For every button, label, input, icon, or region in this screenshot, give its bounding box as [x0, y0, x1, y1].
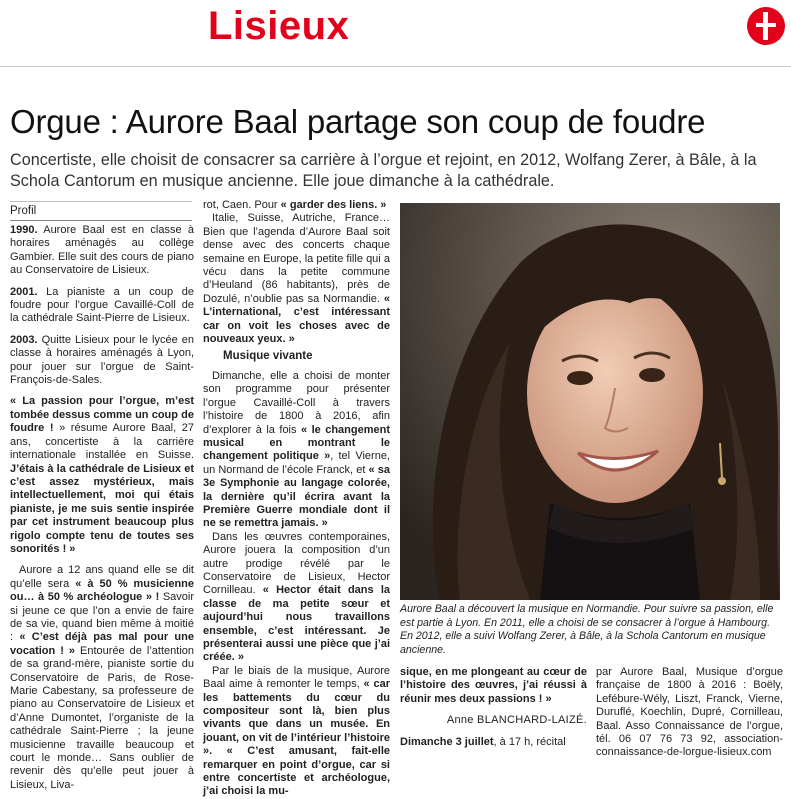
profil-text: La pianiste a un coup de foudre pour l’orgue Cavaillé-Coll de la cathédrale Saint-Pierre de Lisieux.	[10, 285, 194, 325]
quote: « C’est amusant, fait-elle remarquer en point d’orgue, car si entre concertiste et archéologue, j’ai choisi la mu-	[203, 745, 390, 798]
body-text: Dans les œuvres contemporaines, Aurore jouera la composition d’un autre prodige révélé par le Conservatoire de Lisieux, Hector Cornilleau.	[203, 530, 390, 597]
quote: « le changement musical en montrant le changement politique »	[203, 423, 391, 463]
body-text: , tel Vierne, un Normand de l’école Franck, et	[203, 450, 390, 476]
header-divider	[0, 66, 791, 67]
body-text: Aurore a 12 ans quand elle se dit qu’elle sera	[10, 564, 194, 590]
body-text: rot, Caen. Pour	[203, 199, 281, 211]
quote: sique, en me plongeant au cœur de l’histoire des œuvres, j’ai réussi à réunir mes deux passions ! »	[400, 666, 587, 705]
event-info	[400, 736, 587, 749]
body-paragraph	[10, 564, 194, 792]
body-text: Italie, Suisse, Autriche, France… Bien que l’agenda d’Aurore Baal soit dense avec des concerts chaque semaine en Europe, la petite fille qui a vécu dans la petite commune d’Heuland (86 habitants), près de Dozulé, n’oublie pas sa Normandie.	[203, 212, 390, 305]
body-paragraph	[10, 395, 194, 556]
profil-year: 2001.	[10, 285, 38, 298]
body-paragraph	[203, 531, 390, 665]
article-column-4	[596, 666, 783, 760]
profil-text: Aurore Baal est en classe à horaires aménagés au collège Gambier. Elle suit des cours de piano au Conservatoire de Lisieux.	[10, 224, 194, 277]
body-text: Dimanche, elle a choisi de monter son programme pour présenter l’orgue Cavaillé-Coll à travers l’histoire de 1800 à 2016, afin d’explorer à la fois	[203, 369, 390, 436]
quote: « garder des liens. »	[280, 199, 387, 211]
profil-year: 1990.	[10, 224, 38, 236]
section-title: Lisieux	[208, 4, 350, 48]
article-column-1	[10, 224, 194, 792]
quote: « à 50 % musicienne ou… à 50 % archéologue » !	[10, 577, 194, 604]
quote: « C’est déjà pas mal pour une vocation ! »	[10, 631, 194, 657]
portrait-illustration	[400, 203, 780, 600]
profil-year: 2003.	[10, 333, 38, 346]
quote: « Hector était dans la classe de ma petite sœur et aujourd’hui nous travaillons ensemble, c’est intéressant. Je présenterai aussi une pièce que j’ai créée. »	[203, 584, 390, 664]
quote: « car les battements du cœur du compositeur sont là, bien plus vivants que dans un musée. En jouant, on vit de l’intérieur l’histoire ».	[203, 678, 390, 758]
body-paragraph	[400, 666, 587, 706]
photo-caption: Aurore Baal a découvert la musique en Normandie. Pour suivre sa passion, elle est partie à Lyon. En 2011, elle a choisi de se consacrer à l’orgue à Hambourg. En 2012, elle a suivi Wolfang Zerer, à Bâle, à la Schola Cantorum en musique ancienne.	[400, 603, 774, 656]
event-details: par Aurore Baal, Musique d’orgue française de 1800 à 2016 : Boëly, Lefébure-Wély, Liszt, Franck, Vierne, Duruflé, Koechlin, Dupré, Cornilleau, Baal. Asso Connaissance de l’orgue, tél. 06 07 76 73 92, association-connaissance-de-lorgue-lisieux.com	[596, 666, 783, 759]
profil-text: Quitte Lisieux pour le lycée en classe à horaires aménagés à Lyon, pour jouer sur l’orgue de Saint-François-de-Sales.	[10, 333, 194, 387]
profil-label: Profil	[10, 205, 37, 217]
quote: « L’international, c’est intéressant car on voit les choses avec de nouveaux yeux. »	[203, 292, 390, 346]
article-column-2	[203, 199, 390, 799]
quote: « sa 3e Symphonie au langage colorée, la dernière qu’il écrira avant la Première Guerre mondiale dont il ne se remettra jamais. »	[203, 463, 390, 530]
body-paragraph	[203, 199, 390, 212]
body-text: Savoir si jeune ce que l’on a envie de faire de sa vie, quand bien même à moitié :	[10, 591, 194, 644]
section-header	[0, 0, 791, 66]
profil-item	[10, 286, 194, 326]
body-text: » résume Aurore Baal, 27 ans, concertiste à la carrière internationale installée en Suisse.	[10, 422, 194, 462]
subheading: Musique vivante	[223, 350, 313, 363]
profil-item	[10, 334, 194, 388]
profil-item	[10, 224, 194, 278]
body-text: , à 17 h, récital	[493, 735, 566, 748]
body-paragraph	[203, 212, 390, 346]
profil-divider	[10, 220, 192, 221]
body-text: Par le biais de la musique, Aurore Baal aime à remonter le temps,	[203, 664, 390, 691]
event-date: Dimanche 3 juillet	[400, 735, 494, 748]
quote: J’étais à la cathédrale de Lisieux et c’est assez mystérieux, mais intellectuellement, moi qui étais pianiste, je me suis sentie inspirée par cet instrument beaucoup plus rigolo compte tenu de toutes ses sonorités ! »	[10, 462, 194, 555]
article-headline: Orgue : Aurore Baal partage son coup de foudre	[10, 103, 706, 140]
article-standfirst: Concertiste, elle choisit de consacrer sa carrière à l’orgue et rejoint, en 2012, Wolfang Zerer, à Bâle, à la Schola Cantorum en musique ancienne. Elle joue dimanche à la cathédrale.	[10, 151, 757, 190]
article-column-3	[400, 666, 587, 749]
body-text: Entourée de l’attention de sa grand-mère, pianiste sortie du Conservatoire de Paris, de Rose-Marie Cabestany, sa professeure de piano au Conservatoire de Lisieux et d’Anne Dumontet, l’organiste de la cathédrale Saint-Pierre ; la jeune musicienne travaille beaucoup et court le monde… Sans oublier de revenir dès qu’elle peut jouer à Lisieux, Liva-	[10, 644, 195, 791]
profil-top-rule	[10, 201, 192, 202]
quote: « La passion pour l’orgue, m’est tombée dessus comme un coup de foudre !	[10, 395, 194, 435]
author-signature: Anne BLANCHARD-LAIZÉ.	[446, 714, 587, 727]
body-paragraph	[203, 665, 390, 799]
portrait-photo	[400, 203, 780, 600]
newspaper-logo-icon	[746, 6, 786, 46]
body-paragraph	[203, 370, 390, 531]
